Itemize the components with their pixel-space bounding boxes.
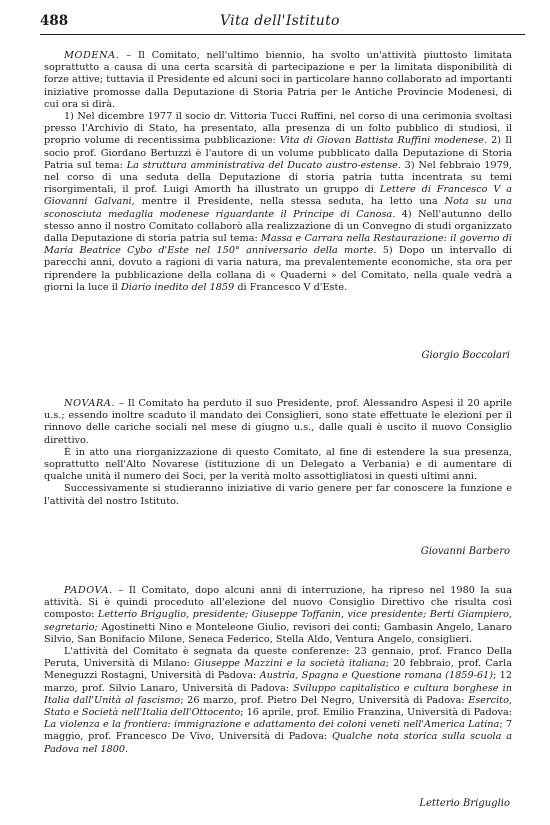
text-run: 1) Nel dicembre 1977 il socio dr. Vittoria Tucci Ruffini, nel corso di una cerimonia svoltasi presso l'Archivio di Stato, ha presentato, alla presenza di un folto pubblico di studiosi, il proprio volume di recentissima pubblicazione: — [44, 111, 512, 147]
text-run: – Il Comitato, dopo alcuni anni di interruzione, ha ripreso nel 1980 la sua attività. Si è quindi proceduto all'elezione del nuovo Consiglio Direttivo che risulta così composto: — [44, 585, 512, 621]
italic-text-run: Nota su una sconosciuta medaglia modenese riguardante il Principe di Canosa. — [44, 196, 512, 220]
section-city-name: PADOVA. — [64, 585, 113, 596]
text-run: 4) Nell'autunno dello stesso anno il nostro Comitato collaborò alla realizzazione di un Convegno di studi organizzato dalla Deputazione di storia patria sul tema: — [44, 208, 513, 245]
text-run: 2) Il socio prof. Giordano Bertuzzi è l'autore di un volume pubblicato dalla Deputazione di Storia Patria sul tema: — [44, 135, 513, 171]
italic-text-run: Diario inedito del 1859 — [121, 281, 235, 293]
italic-text-run: Sviluppo capitalistico e cultura borghese in Italia dall'Unità al fascismo — [44, 682, 512, 706]
signature-padova: Letterio Briguglio — [419, 798, 510, 809]
italic-text-run: Esercito, Stato e Società nell'Italia dell'Ottocento — [44, 694, 512, 719]
novara-paragraph-1 — [44, 398, 512, 447]
modena-paragraph-2 — [44, 111, 512, 294]
page-number: 488 — [40, 13, 69, 29]
novara-paragraph-2 — [44, 447, 512, 484]
novara-paragraph-3 — [44, 483, 512, 507]
text-run: ; 26 marzo, prof. Pietro Del Negro, Università di Padova: — [180, 694, 469, 706]
text-run: ; 7 maggio, prof. Francesco De Vivo, Università di Padova: — [44, 719, 512, 743]
signature-novara: Giovanni Barbero — [420, 546, 510, 557]
text-run: Successivamente si studieranno iniziative di vario genere per far conoscere la funzione e l'attività del nostro Istituto. — [44, 483, 512, 507]
text-run: ; 20 febbraio, prof. Carla Meneguzzi Rostagni, Università di Padova: — [44, 658, 512, 682]
section-city-name: MODENA. — [64, 50, 120, 61]
text-run: L'attività del Comitato è segnata da queste conferenze: 23 gennaio, prof. Franco Della Peruta, Università di Milano: — [44, 646, 512, 670]
modena-paragraph-1 — [44, 50, 512, 111]
text-run: È in atto una riorganizzazione di questo Comitato, al fine di estendere la sua presenza, soprattutto nell'Alto Novarese (istituzione di un Delegato a Verbania) e di aumentare di qualche unità il numero dei Soci, per la verità molto assottigliatosi in questi ultimi anni. — [44, 446, 512, 483]
section-modena — [44, 50, 512, 294]
text-run: , mentre il Presidente, nella stessa seduta, ha letto una — [131, 196, 445, 208]
italic-text-run: Qualche nota storica sulla scuola a Padova nel 1800. — [44, 731, 512, 755]
text-run: ; 12 marzo, prof. Silvio Lanaro, Università di Padova: — [44, 670, 513, 694]
italic-text-run: La violenza e la frontiera: immigrazione e adattamento dei coloni veneti nell'America Latina — [44, 719, 500, 731]
italic-text-run: Giuseppe Mazzini e la società italiana — [194, 658, 386, 670]
padova-paragraph-2 — [44, 646, 512, 756]
text-run: – Il Comitato ha perduto il suo Presidente, prof. Alessandro Aspesi il 20 aprile u.s.; essendo inoltre scaduto il mandato dei Consiglieri, sono state effettuate le elezioni per il rinnovo delle cariche sociali nel mese di giugno u.s., dalle quali è uscito il nuovo Consiglio direttivo. — [44, 398, 512, 446]
section-padova — [44, 585, 512, 756]
text-run: 5) Dopo un intervallo di parecchi anni, dovuto a ragioni di varia natura, ma prevalentemente economiche, sta ora per riprendere la pubblicazione della collana di « Quaderni » del Comitato, nella quale vedrà a giorni la luce il — [44, 245, 513, 293]
text-run: 3) Nel febbraio 1979, nel corso di una seduta della Deputazione di storia patria tutta incentrata su temi risorgimentali, il prof. Luigi Amorth ha illustrato un gruppo di — [44, 159, 512, 196]
signature-modena: Giorgio Boccolari — [421, 350, 510, 361]
running-title: Vita dell'Istituto — [220, 13, 340, 29]
section-novara — [44, 398, 512, 508]
italic-text-run: Letterio Briguglio, presidente; Giuseppe Toffanin, vice presidente; Berti Giampiero, segretario; — [44, 609, 512, 633]
text-run: – Il Comitato, nell'ultimo biennio, ha svolto un'attività piuttosto limitata soprattutto a causa di una certa scarsità di partecipazione e per la limitata disponibilità di forze attive; tuttavia il Presidente ed alcuni soci in particolare hanno collaborato ad importanti iniziative promosse dalla Deputazione di Storia Patria per le Antiche Provincie Modenesi, di cui ora si dirà. — [44, 50, 512, 110]
italic-text-run: La struttura amministrativa del Ducato austro-estense. — [126, 159, 401, 171]
italic-text-run: Lettere di Francesco V a Giovanni Galvani — [44, 184, 512, 208]
padova-paragraph-1 — [44, 585, 512, 646]
italic-text-run: Austria, Spagna e Questione romana (1859-61) — [259, 670, 493, 682]
page-header — [40, 12, 525, 35]
text-run: di Francesco V d'Este. — [234, 281, 348, 293]
text-run: ; 16 aprile, prof. Emilio Franzina, Università di Padova: — [240, 707, 512, 719]
italic-text-run: Vita di Giovan Battista Ruffini modenese. — [279, 135, 488, 147]
italic-text-run: Massa e Carrara nella Restaurazione: il governo di Maria Beatrice Cybo d'Este nel 150° anniversario della morte. — [44, 233, 512, 257]
section-city-name: NOVARA. — [64, 398, 116, 409]
text-run: Agostinetti Nino e Monteleone Giulio, revisori dei conti; Gambasin Angelo, Lanaro Silvio, San Bonifacio Milone, Seneca Federico, Stella Aldo, Ventura Angelo, consiglieri. — [44, 621, 512, 645]
